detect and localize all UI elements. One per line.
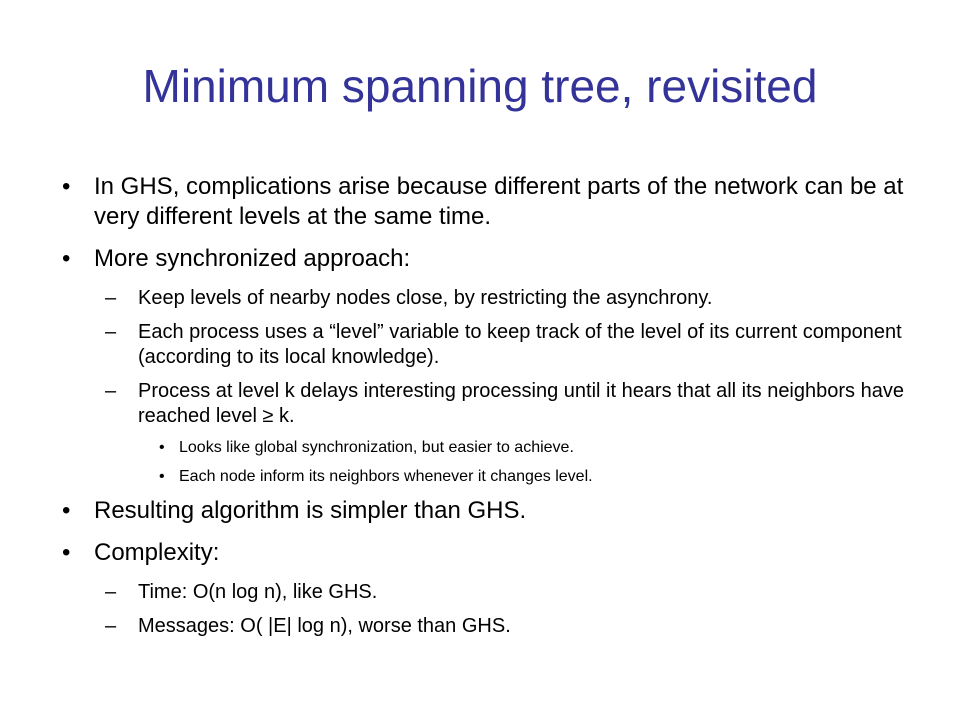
dash-marker: – [105, 287, 117, 309]
sub-bullet-item [62, 614, 942, 639]
dash-marker: – [105, 615, 117, 637]
sub-bullet-text: Time: O(n log n), like GHS. [138, 581, 378, 603]
sub-bullet-text: Each process uses a “level” variable to keep track of the level of its current component (according to its local knowledge). [138, 321, 902, 368]
sub-bullet-text: Process at level k delays interesting processing until it hears that all its neighbors have reached level ≥ k. [138, 380, 904, 427]
slide-content [62, 172, 942, 648]
sub-bullet-item [62, 580, 942, 605]
bullet-text: Resulting algorithm is simpler than GHS. [94, 497, 527, 524]
sub-sub-bullet-text: Looks like global synchronization, but easier to achieve. [179, 439, 574, 456]
dash-marker: – [105, 321, 117, 343]
sub-bullet-text: Keep levels of nearby nodes close, by restricting the asynchrony. [138, 287, 713, 309]
sub-sub-bullet-item [62, 467, 942, 487]
bullet-marker: • [62, 497, 71, 524]
slide-title: Minimum spanning tree, revisited [142, 60, 818, 112]
bullet-item [62, 172, 942, 232]
sub-bullet-item [62, 286, 942, 311]
sub-bullet-item [62, 320, 942, 370]
bullet-marker: • [159, 468, 165, 485]
bullet-item [62, 244, 942, 274]
dash-marker: – [105, 380, 117, 402]
sub-bullet-text: Messages: O( |E| log n), worse than GHS. [138, 615, 511, 637]
bullet-marker: • [62, 245, 71, 272]
bullet-text: Complexity: [94, 539, 220, 566]
sub-sub-bullet-item [62, 438, 942, 458]
bullet-item [62, 538, 942, 568]
bullet-marker: • [62, 173, 71, 200]
sub-bullet-item [62, 379, 942, 429]
bullet-marker: • [159, 439, 165, 456]
bullet-item [62, 496, 942, 526]
bullet-text: In GHS, complications arise because different parts of the network can be at very different levels at the same time. [94, 173, 904, 230]
sub-sub-bullet-text: Each node inform its neighbors whenever it changes level. [179, 468, 593, 485]
dash-marker: – [105, 581, 117, 603]
bullet-text: More synchronized approach: [94, 245, 411, 272]
bullet-marker: • [62, 539, 71, 566]
